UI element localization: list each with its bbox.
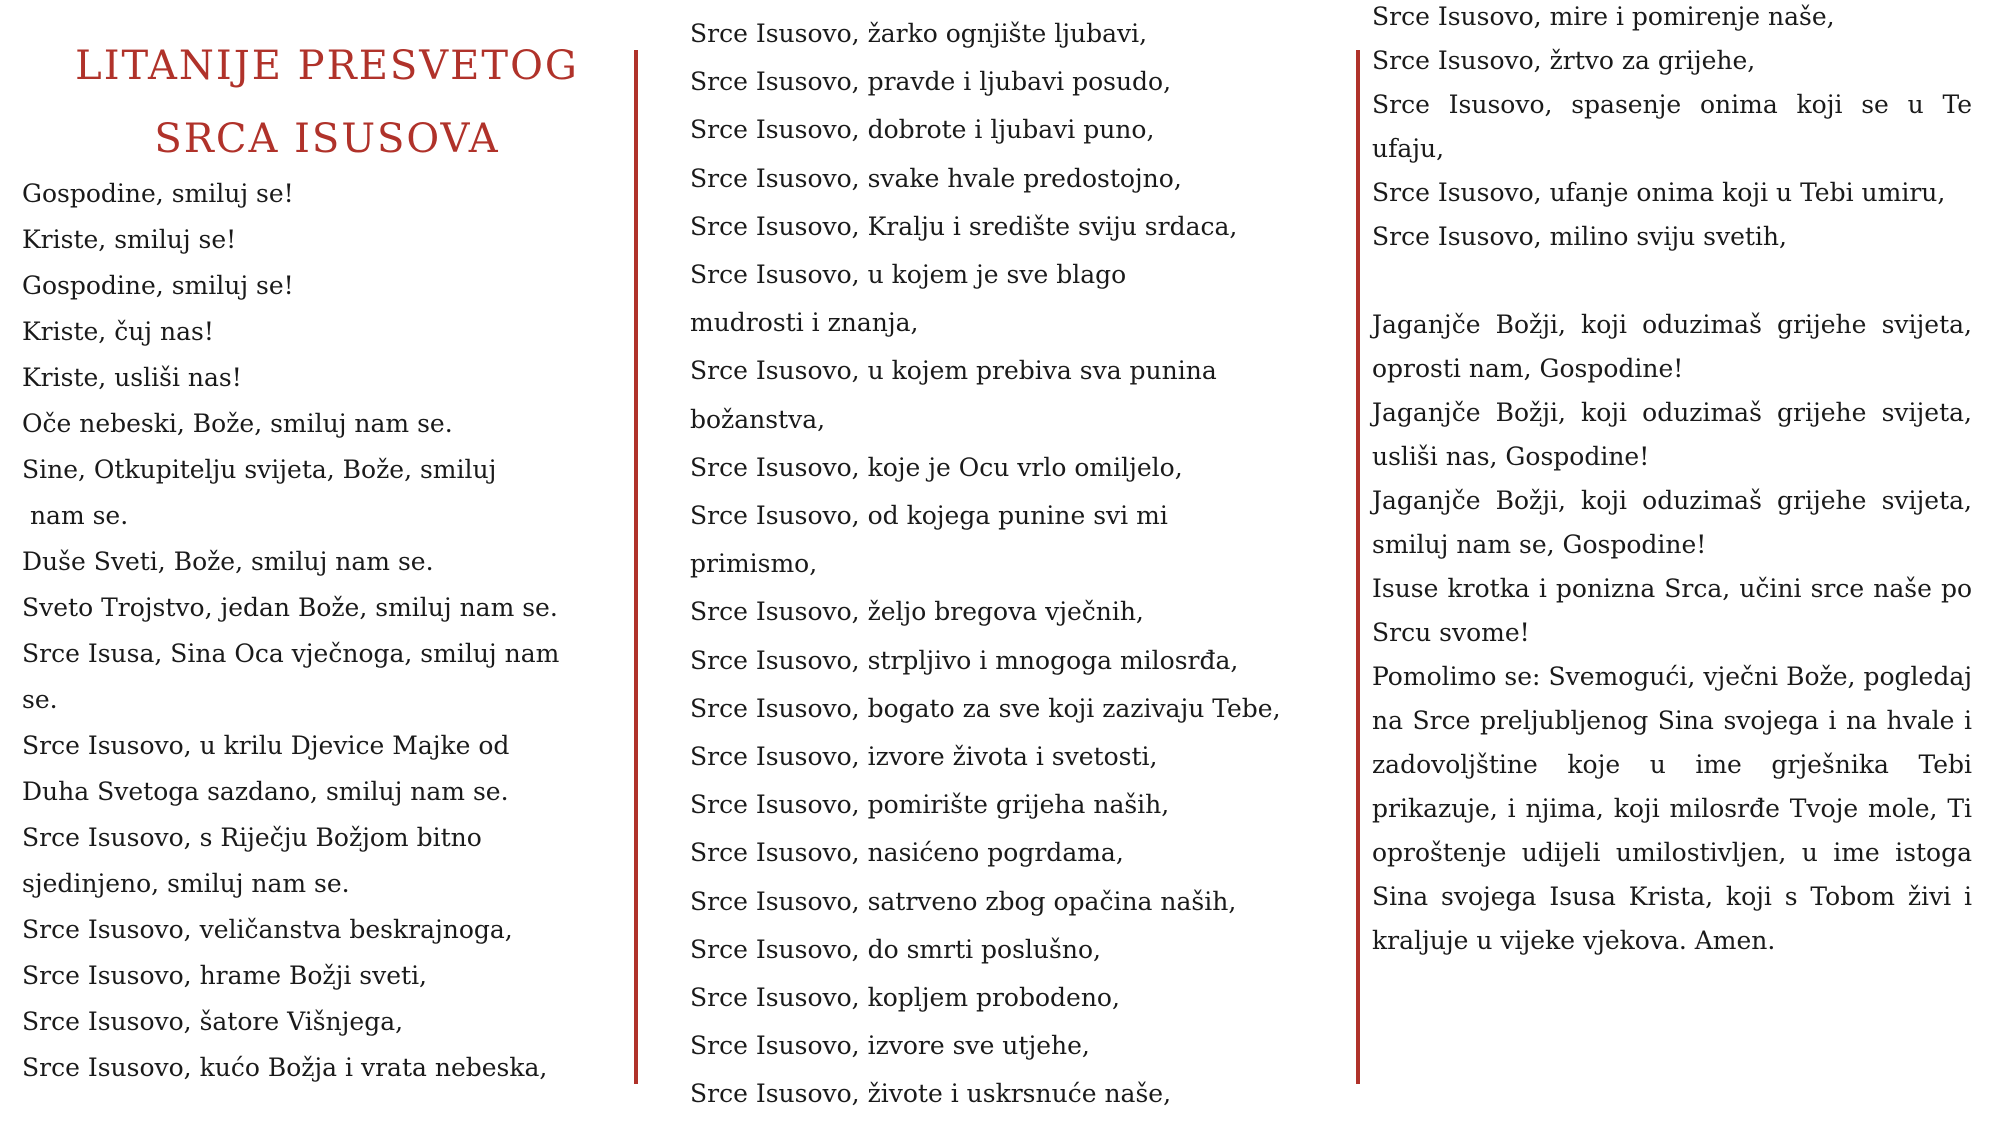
litany-line: Srce Isusovo, s Riječju Božjom bitno [22,823,482,852]
litany-line: Srce Isusovo, spasenje onima koji se u Te ufaju, [1372,90,1972,163]
page-title [22,30,622,176]
litany-line: Duha Svetoga sazdano, smiluj nam se. [22,777,509,806]
litany-line: Srce Isusovo, koje je Ocu vrlo omiljelo, [690,452,1183,482]
litany-line: Srce Isusovo, strpljivo i mnogoga milosrđa, [690,645,1239,675]
litany-line: Srce Isusovo, u kojem prebiva sva punina [690,356,1217,386]
litany-line: primismo, [690,549,818,579]
stanza-gap [1372,259,1972,303]
litany-line: Srce Isusovo, milino sviju svetih, [1372,222,1787,251]
column-divider-right [1356,50,1360,1084]
litany-line: Srce Isusovo, izvore života i svetosti, [690,742,1158,772]
litany-line: Srce Isusa, Sina Oca vječnoga, smiluj nam [22,639,560,668]
agnus-dei-line: Jaganjče Božji, koji oduzimaš grijehe svijeta, oprosti nam, Gospodine! [1372,310,1972,383]
litany-line: Srce Isusovo, od kojega punine svi mi [690,501,1168,531]
agnus-dei-line: Jaganjče Božji, koji oduzimaš grijehe svijeta, usliši nas, Gospodine! [1372,398,1972,471]
litany-line: Srce Isusovo, pomirište grijeha naših, [690,790,1170,820]
litany-line: Srce Isusovo, veličanstva beskrajnoga, [22,915,513,944]
litany-line: Duše Sveti, Bože, smiluj nam se. [22,547,434,576]
litany-line: božanstva, [690,404,826,434]
title-line-1: LITANIJE PRESVETOG [75,43,579,89]
litany-line: Srce Isusovo, mire i pomirenje naše, [1372,2,1835,31]
closing-prayer: Pomolimo se: Svemogući, vječni Bože, pogledaj na Srce preljubljenog Sina svojega i na hvale i zadovoljštine koje u ime grješnika Tebi prikazuje, i njima, koji milosrđe Tvoje mole, Ti oproštenje udijeli umilostivljen, u ime istoga Sina svojega Isusa Krista, koji s Tobom živi i kraljuje u vijeke vjekova. Amen. [1372,662,1972,955]
litany-line: Kriste, čuj nas! [22,317,214,346]
litany-line: Oče nebeski, Bože, smiluj nam se. [22,409,453,438]
litany-line: Kriste, smiluj se! [22,225,237,254]
column-left [22,0,622,1091]
closing-invocation: Isuse krotka i ponizna Srca, učini srce naše po Srcu svome! [1372,574,1972,647]
litany-line: Srce Isusovo, svake hvale predostojno, [690,163,1182,193]
litany-line: Srce Isusovo, Kralju i središte sviju srdaca, [690,211,1238,241]
column-right [1372,0,1972,963]
litany-line: Gospodine, smiluj se! [22,271,294,300]
column-divider-left [634,50,638,1084]
litany-line: Srce Isusovo, bogato za sve koji zazivaju Tebe, [690,693,1281,723]
litany-line: Srce Isusovo, žarko ognjište ljubavi, [690,19,1148,48]
litany-line: Srce Isusovo, do smrti poslušno, [690,934,1101,964]
litany-line: mudrosti i znanja, [690,308,919,338]
litany-line: Srce Isusovo, ufanje onima koji u Tebi umiru, [1372,178,1946,207]
litany-line: Srce Isusovo, žrtvo za grijehe, [1372,46,1756,75]
litany-lines-middle [690,10,1350,1119]
litany-line: Srce Isusovo, satrveno zbog opačina naših, [690,886,1237,916]
litany-line: Srce Isusovo, nasićeno pogrdama, [690,838,1124,868]
litany-line: Srce Isusovo, šatore Višnjega, [22,1007,404,1036]
litany-line: Srce Isusovo, željo bregova vječnih, [690,597,1144,627]
litany-line: Sveto Trojstvo, jedan Bože, smiluj nam se. [22,593,558,622]
litany-line: Srce Isusovo, kopljem probodeno, [690,983,1120,1013]
column-middle [690,0,1350,1119]
litany-line: sjedinjeno, smiluj nam se. [22,869,350,898]
litany-line: Srce Isusovo, dobrote i ljubavi puno, [690,115,1155,145]
litany-line: Gospodine, smiluj se! [22,179,294,208]
litany-lines-left [22,171,622,1091]
litany-lines-right [1372,0,1972,963]
litany-line: nam se. [22,501,129,530]
litany-line: Srce Isusovo, kućo Božja i vrata nebeska, [22,1053,548,1082]
litany-line: Srce Isusovo, hrame Božji sveti, [22,961,428,990]
litany-line: Srce Isusovo, u kojem je sve blago [690,260,1127,290]
litany-line: se. [22,685,58,714]
title-line-2: SRCA ISUSOVA [154,116,500,162]
litany-line: Srce Isusovo, u krilu Djevice Majke od [22,731,510,760]
litany-line: Sine, Otkupitelju svijeta, Bože, smiluj [22,455,497,484]
agnus-dei-line: Jaganjče Božji, koji oduzimaš grijehe svijeta, smiluj nam se, Gospodine! [1372,486,1972,559]
litany-line: Srce Isusovo, živote i uskrsnuće naše, [690,1079,1172,1109]
litany-line: Kriste, usliši nas! [22,363,242,392]
litany-line: Srce Isusovo, izvore sve utjehe, [690,1031,1090,1061]
litany-line: Srce Isusovo, pravde i ljubavi posudo, [690,67,1172,97]
